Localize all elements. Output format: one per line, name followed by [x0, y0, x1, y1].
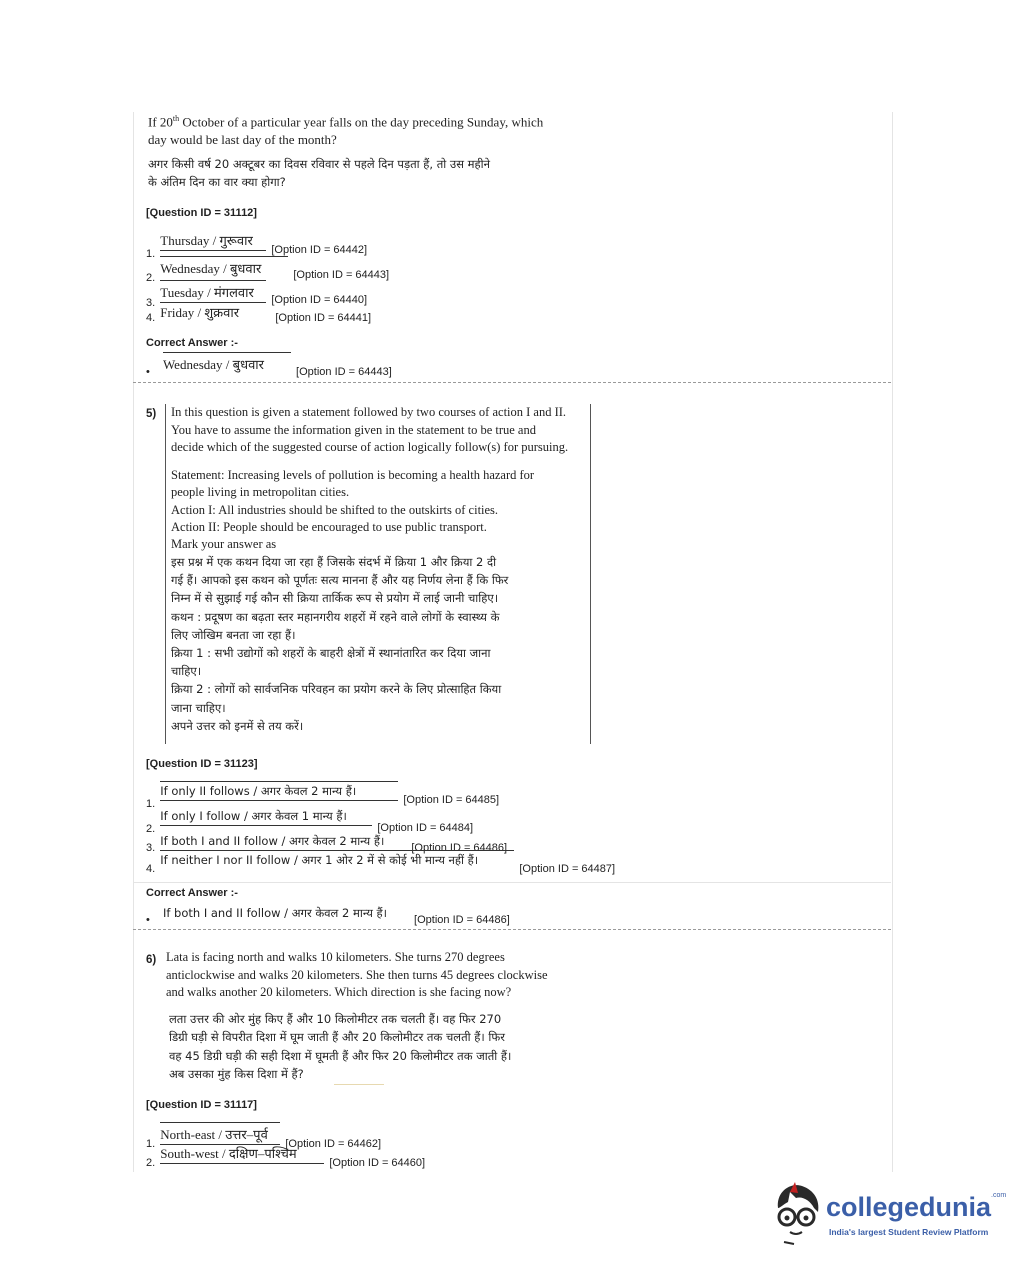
q5-option-2[interactable]: $_{2.}$ If only I follow / अगर केवल 1 मान्य हैं। $_{[Option ID = 64484]}$ — [146, 809, 474, 835]
q4-correct-answer-label: Correct Answer :- — [146, 337, 238, 349]
separator — [133, 382, 891, 383]
q5-option-1[interactable]: $_{1.}$ If only II follows / अगर केवल 2 मान्य हैं। $_{[Option ID = 64485]}$ — [146, 780, 499, 801]
collegedunia-logo-name: collegedunia$^{.com}$ — [826, 1192, 1007, 1222]
q4-option-1[interactable]: $_{1.}$ Thursday / गुरूवार $_{[Option ID = 64442]}$ — [146, 233, 368, 260]
q6-english-text: Lata is facing north and walks 10 kilometers. She turns 270 degrees anticlockwise and walks 20 kilometers. She then turns 45 degrees clockwise and walks another 20 kilometers. Which direction is she facing now? — [166, 950, 548, 999]
separator — [133, 929, 891, 930]
q5-correct-answer: $_•$ If both I and II follow / अगर केवल 2 मान्य हैं। $_{[Option ID = 64486]}$ — [146, 906, 510, 926]
q4-option-4[interactable]: $_{4.}$ Friday / शुक्रवार $_{[Option ID = 64441]}$ — [146, 305, 372, 324]
q5-correct-answer-label: Correct Answer :- — [146, 887, 238, 899]
q5-english-text: In this question is given a statement followed by two courses of action I and II. You have to assume the information given in the statement to be true and decide which of the suggested course of action logically follow(s) for pursuing. — [171, 405, 569, 454]
q6-option-2[interactable]: $_{2.}$ South-west / दक्षिण–पश्चिम $_{[Option ID = 64460]}$ — [146, 1146, 426, 1169]
q4-option-3[interactable]: $_{3.}$ Tuesday / मंगलवार $_{[Option ID = 64440]}$ — [146, 280, 367, 303]
q5-question-id: [Question ID = 31123] — [146, 758, 258, 770]
q6-number: 6) — [146, 954, 157, 966]
q4-question-id: [Question ID = 31112] — [146, 207, 257, 219]
q5-option-3[interactable]: $_{3.}$ If both I and II follow / अगर केवल 2 मान्य हैं। $_{[Option ID = 64486]}$ — [146, 834, 508, 854]
q4-hindi-text: अगर किसी वर्ष 20 अक्टूबर का दिवस रविवार से पहले दिन पड़ता हैं, तो उस महीने के अंतिम दिन का वार क्या होगा? — [148, 157, 490, 190]
q4-correct-answer: $_•$ Wednesday / बुधवार $_{[Option ID = 64443]}$ — [146, 352, 392, 373]
q6-option-1[interactable]: $_{1.}$ North-east / उत्तर–पूर्व $_{[Option ID = 64462]}$ — [146, 1122, 381, 1145]
divider — [133, 882, 891, 883]
q6-question-id: [Question ID = 31117] — [146, 1099, 257, 1111]
q5-statement-text: Statement: Increasing levels of pollution is becoming a health hazard for people living in metropolitan cities. Action I: All industries should be shifted to the outskirts of cities. Action II: People should be encouraged to use public transport. Mark your answer as — [171, 468, 535, 552]
q6-hindi-text: लता उत्तर की ओर मुंह किए हैं और 10 किलोमीटर तक चलती हैं। वह फिर 270 डिग्री घड़ी से विपरीत दिशा में घूम जाती हैं और 20 किलोमीटर तक चलती हैं। फिर वह 45 डिग्री घड़ी की सही दिशा में घूमती हैं और फिर 20 किलोमीटर तक जाती हैं। अब उसका मुंह किस दिशा में हैं? — [169, 1012, 512, 1081]
q5-hindi-text: इस प्रश्न में एक कथन दिया जा रहा हैं जिसके संदर्भ में क्रिया 1 और क्रिया 2 दी गई हैं। आपको इस कथन को पूर्णतः सत्य मानना हैं और यह निर्णय लेना हैं कि फिर निम्न में से सुझाई गई कौन सी क्रिया तार्किक रूप से प्रयोग में लाई जानी चाहिए। कथन : प्रदूषण का बढ़ता स्तर महानगरीय शहरों में रहने वाले लोगों के स्वास्थ्य के लिए जोखिम बनता जा रहा हैं। क्रिया 1 : सभी उद्योगों को शहरों के बाहरी क्षेत्रों में स्थानांतारित कर दिया जाना चाहिए। क्रिया 2 : लोगों को सार्वजनिक परिवहन का प्रयोग करने के लिए प्रोत्साहित किया जाना चाहिए। अपने उत्तर को इनमें से तय करें। — [171, 555, 509, 733]
underline-mark — [334, 1084, 384, 1085]
q5-number: 5) — [146, 408, 157, 420]
q4-option-2[interactable]: $_{2.}$ Wednesday / बुधवार $_{[Option ID = 64443]}$ — [146, 256, 389, 277]
collegedunia-tagline: India's largest Student Review Platform — [829, 1227, 989, 1237]
q4-english-text: If 20th October of a particular year falls on the day preceding Sunday, which day would be last day of the month? — [148, 114, 544, 148]
collegedunia-mascot-icon — [768, 1178, 826, 1248]
q5-option-4[interactable]: $_{4.}$ If neither I nor II follow / अगर 1 ओर 2 में से कोई भी मान्य नहीं हैं। $_{[Option ID = 64487]}$ — [146, 849, 615, 868]
